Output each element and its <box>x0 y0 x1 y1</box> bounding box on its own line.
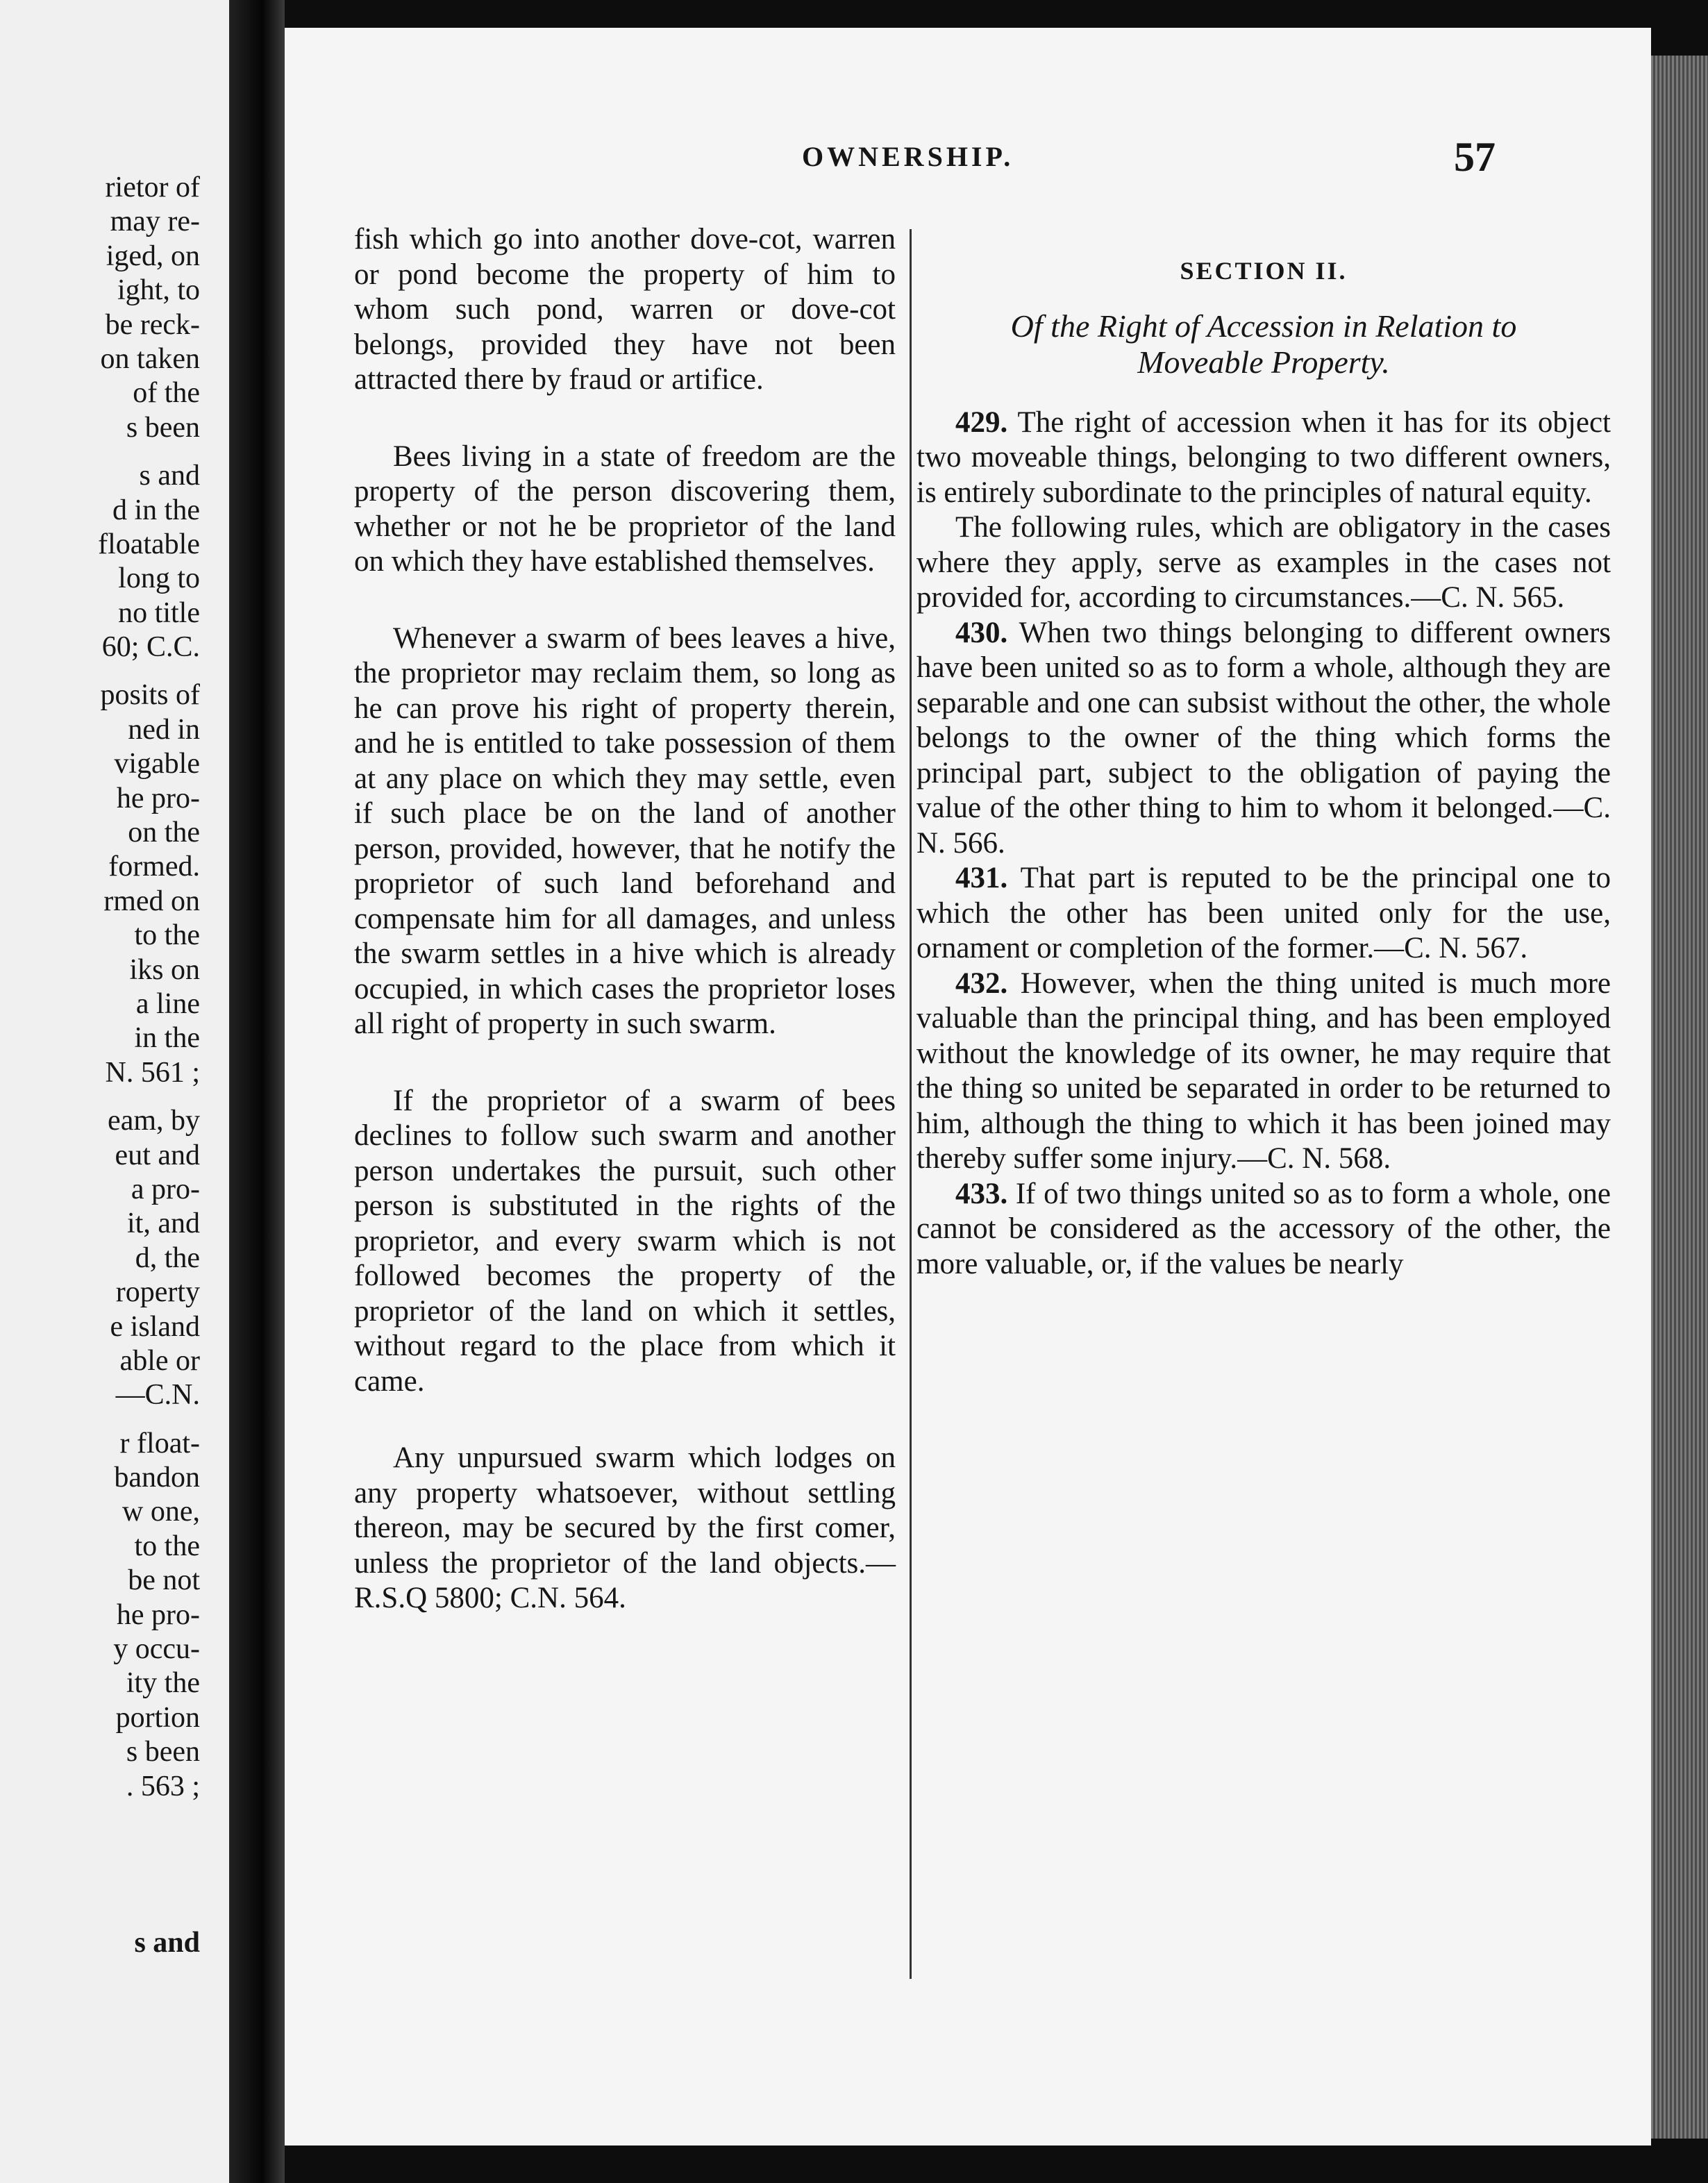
facing-page-line: on the <box>128 817 200 849</box>
paragraph: If the proprietor of a swarm of bees declines to follow such swarm and another person undertakes the pursuit, such other person is substituted in the rights of the proprietor, and every swarm which is not followed becomes the property of the proprietor of the land on which it settles, without regard to the place from which it came. <box>354 1084 896 1398</box>
facing-page-line: portion <box>115 1701 200 1734</box>
facing-page-line: able or <box>119 1344 200 1377</box>
article-text: That part is reputed to be the principal one to which the other has been united only for the use, ornament or completion of the former.—C. N. 567. <box>916 862 1611 964</box>
section-title: Of the Right of Accession in Relation to Moveable Property. <box>1010 308 1517 380</box>
right-column <box>916 253 1611 1282</box>
facing-page-line: —C.N. <box>115 1379 200 1412</box>
facing-page-line: d, the <box>135 1241 200 1274</box>
article-number: 429. <box>955 405 1008 439</box>
article-text: If of two things united so as to form a whole, one cannot be considered as the accessory of the other, the more valuable, or, if the values be nearly <box>916 1177 1611 1280</box>
facing-page-line: no title <box>118 596 200 629</box>
facing-page-line: s been <box>126 411 200 444</box>
facing-page-line: long to <box>118 562 200 595</box>
facing-page-line <box>6 664 200 678</box>
facing-page-line: y occu- <box>113 1633 200 1666</box>
facing-page-line: eut and <box>115 1139 200 1171</box>
facing-page-line: e island <box>110 1310 200 1343</box>
facing-page-line: he pro- <box>116 782 200 814</box>
facing-page-line: rietor of <box>105 172 200 203</box>
facing-page-line: roperty <box>115 1276 200 1309</box>
facing-page-line: in the <box>134 1022 200 1055</box>
book-page <box>285 28 1651 2146</box>
facing-page-line: to the <box>134 919 200 952</box>
article-number: 433. <box>955 1177 1008 1210</box>
article-paragraph <box>916 967 1611 1177</box>
article-paragraph <box>916 1177 1611 1282</box>
paragraph: Any unpursued swarm which lodges on any property whatsoever, without settling thereon, may be secured by the first comer, unless the proprietor of the land objects.—R.S.Q 5800; C.N. 564. <box>354 1441 896 1614</box>
article-number: 431. <box>955 862 1008 894</box>
facing-page-line: to the <box>134 1530 200 1562</box>
facing-page-line: bandon <box>114 1462 200 1494</box>
facing-page-line <box>6 1090 200 1104</box>
facing-page-line: d in the <box>112 494 200 526</box>
page-edges <box>1651 56 1708 2139</box>
facing-page-line: s and <box>139 460 200 492</box>
article-paragraph <box>916 616 1611 862</box>
article-text: When two things belonging to different owners have been united so as to form a whole, although they are separable and one can subsist without the other, the whole belongs to the owner of the thing which forms the principal part, subject to the obligation of paying the value of the other thing to him to whom it belonged.—C. N. 566. <box>916 616 1611 860</box>
facing-page-line <box>6 445 200 459</box>
facing-page-line: of the <box>133 377 200 410</box>
article-paragraph <box>916 861 1611 967</box>
facing-page-line: iged, on <box>106 240 200 272</box>
facing-page-line: be not <box>128 1564 200 1597</box>
facing-page-line: he pro- <box>116 1598 200 1631</box>
facing-page-line: be reck- <box>105 308 200 341</box>
page-number: 57 <box>1454 134 1496 180</box>
facing-page-line: it, and <box>127 1207 200 1240</box>
facing-page-line: w one, <box>122 1496 200 1528</box>
facing-page-line: a pro- <box>131 1173 200 1205</box>
facing-page-line: floatable <box>98 528 200 560</box>
facing-page-line: s been <box>126 1736 200 1768</box>
facing-page-line: ned in <box>128 713 200 746</box>
facing-page-line: N. 561 ; <box>105 1056 200 1089</box>
facing-page-line: 60; C.C. <box>101 631 200 664</box>
left-column <box>354 222 896 1616</box>
article-text: The following rules, which are obligatory in the cases where they apply, serve as examples in the cases not provided for, according to circumstances.—C. N. 565. <box>916 511 1611 614</box>
facing-page-line: . 563 ; <box>126 1770 200 1803</box>
article-number: 430. <box>955 616 1008 649</box>
facing-page-line: on taken <box>100 342 200 375</box>
facing-page-line: a line <box>135 987 200 1020</box>
facing-page-line: vigable <box>114 748 200 780</box>
facing-page-left <box>0 0 229 2183</box>
facing-page-last-line: s and <box>134 1927 200 1959</box>
facing-page-line: posits of <box>100 679 200 712</box>
facing-page-line: eam, by <box>108 1105 200 1137</box>
paragraph: fish which go into another dove-cot, warren or pond become the property of him to whom such pond, warren or dove-cot belongs, provided they have not been attracted there by fraud or artifice. <box>354 223 896 396</box>
facing-page-line: iks on <box>129 953 200 986</box>
article-list <box>916 405 1611 1282</box>
article-text: The right of accession when it has for its object two moveable things, belonging to two different owners, is entirely subordinate to the principles of natural equity. <box>916 405 1611 509</box>
section-heading: SECTION II. <box>1180 257 1348 285</box>
facing-page-line <box>6 1413 200 1427</box>
facing-page-text <box>6 171 200 1804</box>
article-paragraph <box>916 510 1611 616</box>
article-text: However, when the thing united is much more valuable than the principal thing, and has been employed without the knowledge of its owner, he may require that the thing so united be separated in order to be returned to him, although the thing to which it has been joined may thereby suffer some injury.—C. N. 568. <box>916 967 1611 1175</box>
paragraph: Bees living in a state of freedom are the property of the person discovering them, whether or not he be proprietor of the land on which they have established themselves. <box>354 440 896 578</box>
facing-page-line: r float- <box>119 1427 200 1459</box>
facing-page-line: rmed on <box>103 885 200 917</box>
facing-page-line: ight, to <box>117 274 200 307</box>
paragraph: Whenever a swarm of bees leaves a hive, the proprietor may reclaim them, so long as he can prove his right of property therein, and he is entitled to take possession of them at any place on which they may settle, even if such place be on the land of another person, provided, however, that he notify the proprietor of such land beforehand and compensate him for all damages, and unless the swarm settles in a hive which is already occupied, in which cases the proprietor loses all right of property in such swarm. <box>354 621 896 1040</box>
facing-page-line: formed. <box>108 851 200 883</box>
book-gutter <box>229 0 285 2183</box>
running-header: OWNERSHIP. <box>802 141 1014 172</box>
facing-page-line: may re- <box>110 206 200 238</box>
article-paragraph <box>916 405 1611 511</box>
facing-page-line: ity the <box>126 1667 200 1700</box>
article-number: 432. <box>955 967 1008 1000</box>
column-divider <box>910 229 912 1979</box>
